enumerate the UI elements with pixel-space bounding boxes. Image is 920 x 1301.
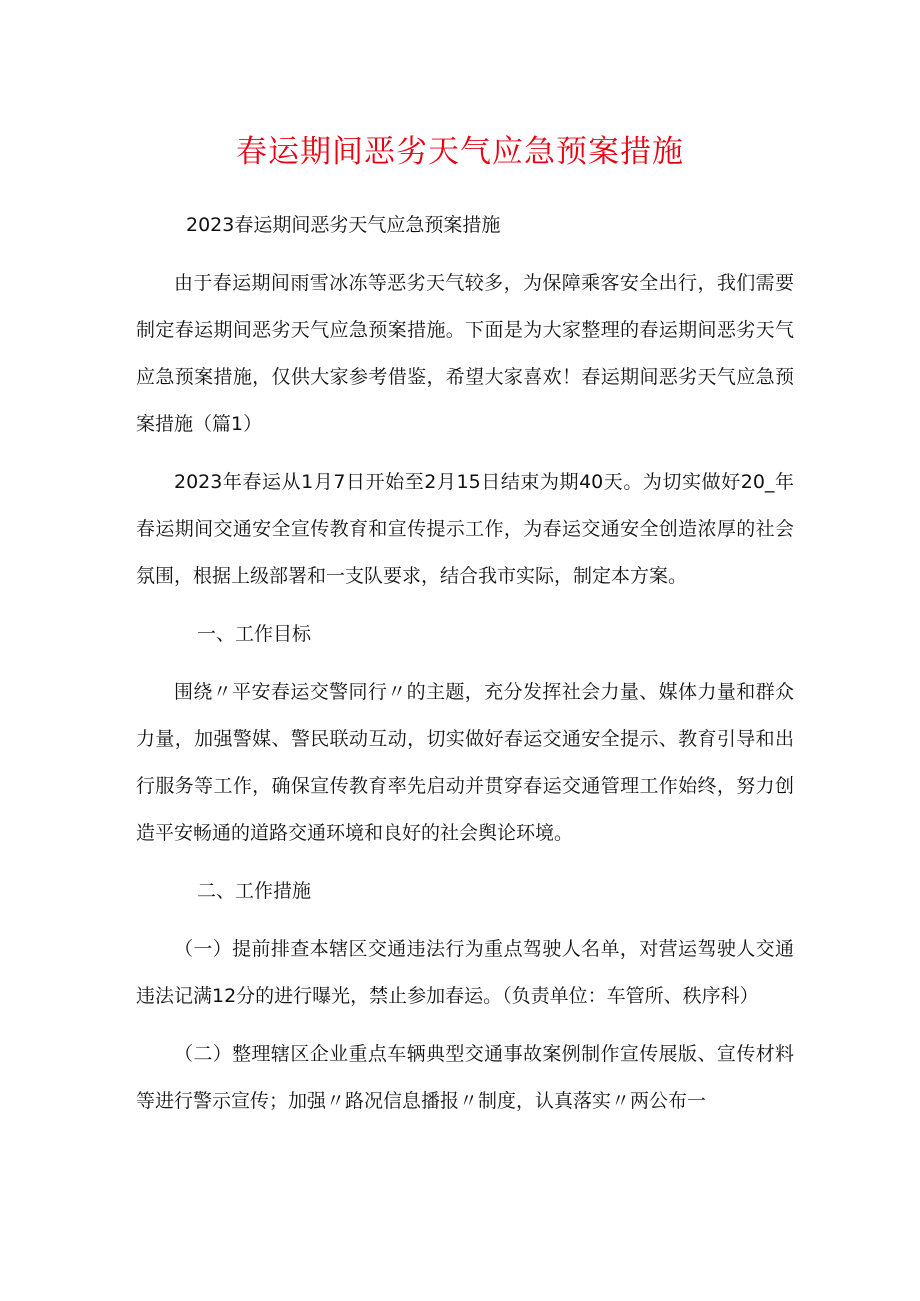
measure-paragraph-2: （二）整理辖区企业重点车辆典型交通事故案例制作宣传展版、宣传材料等进行警示宣传；加强〃路况信息播报〃制度，认真落实〃两公布一 <box>136 1043 794 1112</box>
document-body <box>136 202 794 1125</box>
document-title: 春运期间恶劣天气应急预案措施 <box>236 134 684 170</box>
section-heading-measures: 二、工作措施 <box>197 880 312 902</box>
goal-paragraph: 围绕〃平安春运交警同行〃的主题，充分发挥社会力量、媒体力量和群众力量，加强警媒、警民联动互动，切实做好春运交通安全提示、教育引导和出行服务等工作，确保宣传教育率先启动并贯穿春运交通管理工作始终，努力创造平安畅通的道路交通环境和良好的社会舆论环境。 <box>136 681 794 844</box>
measure-paragraph-1: （一）提前排查本辖区交通违法行为重点驾驶人名单，对营运驾驶人交通违法记满12分的进行曝光，禁止参加春运。（负责单位：车管所、秩序科） <box>136 938 794 1007</box>
section-heading-goal: 一、工作目标 <box>197 623 312 645</box>
schedule-paragraph: 2023年春运从1月7日开始至2月15日结束为期40天。为切实做好20_年春运期间交通安全宣传教育和宣传提示工作，为春运交通安全创造浓厚的社会氛围，根据上级部署和一支队要求，结合我市实际，制定本方案。 <box>136 471 794 587</box>
document-subtitle: 2023春运期间恶劣天气应急预案措施 <box>186 214 501 236</box>
intro-paragraph: 由于春运期间雨雪冰冻等恶劣天气较多，为保障乘客安全出行，我们需要制定春运期间恶劣天气应急预案措施。下面是为大家整理的春运期间恶劣天气应急预案措施，仅供大家参考借鉴，希望大家喜欢！春运期间恶劣天气应急预案措施（篇1） <box>136 272 794 435</box>
